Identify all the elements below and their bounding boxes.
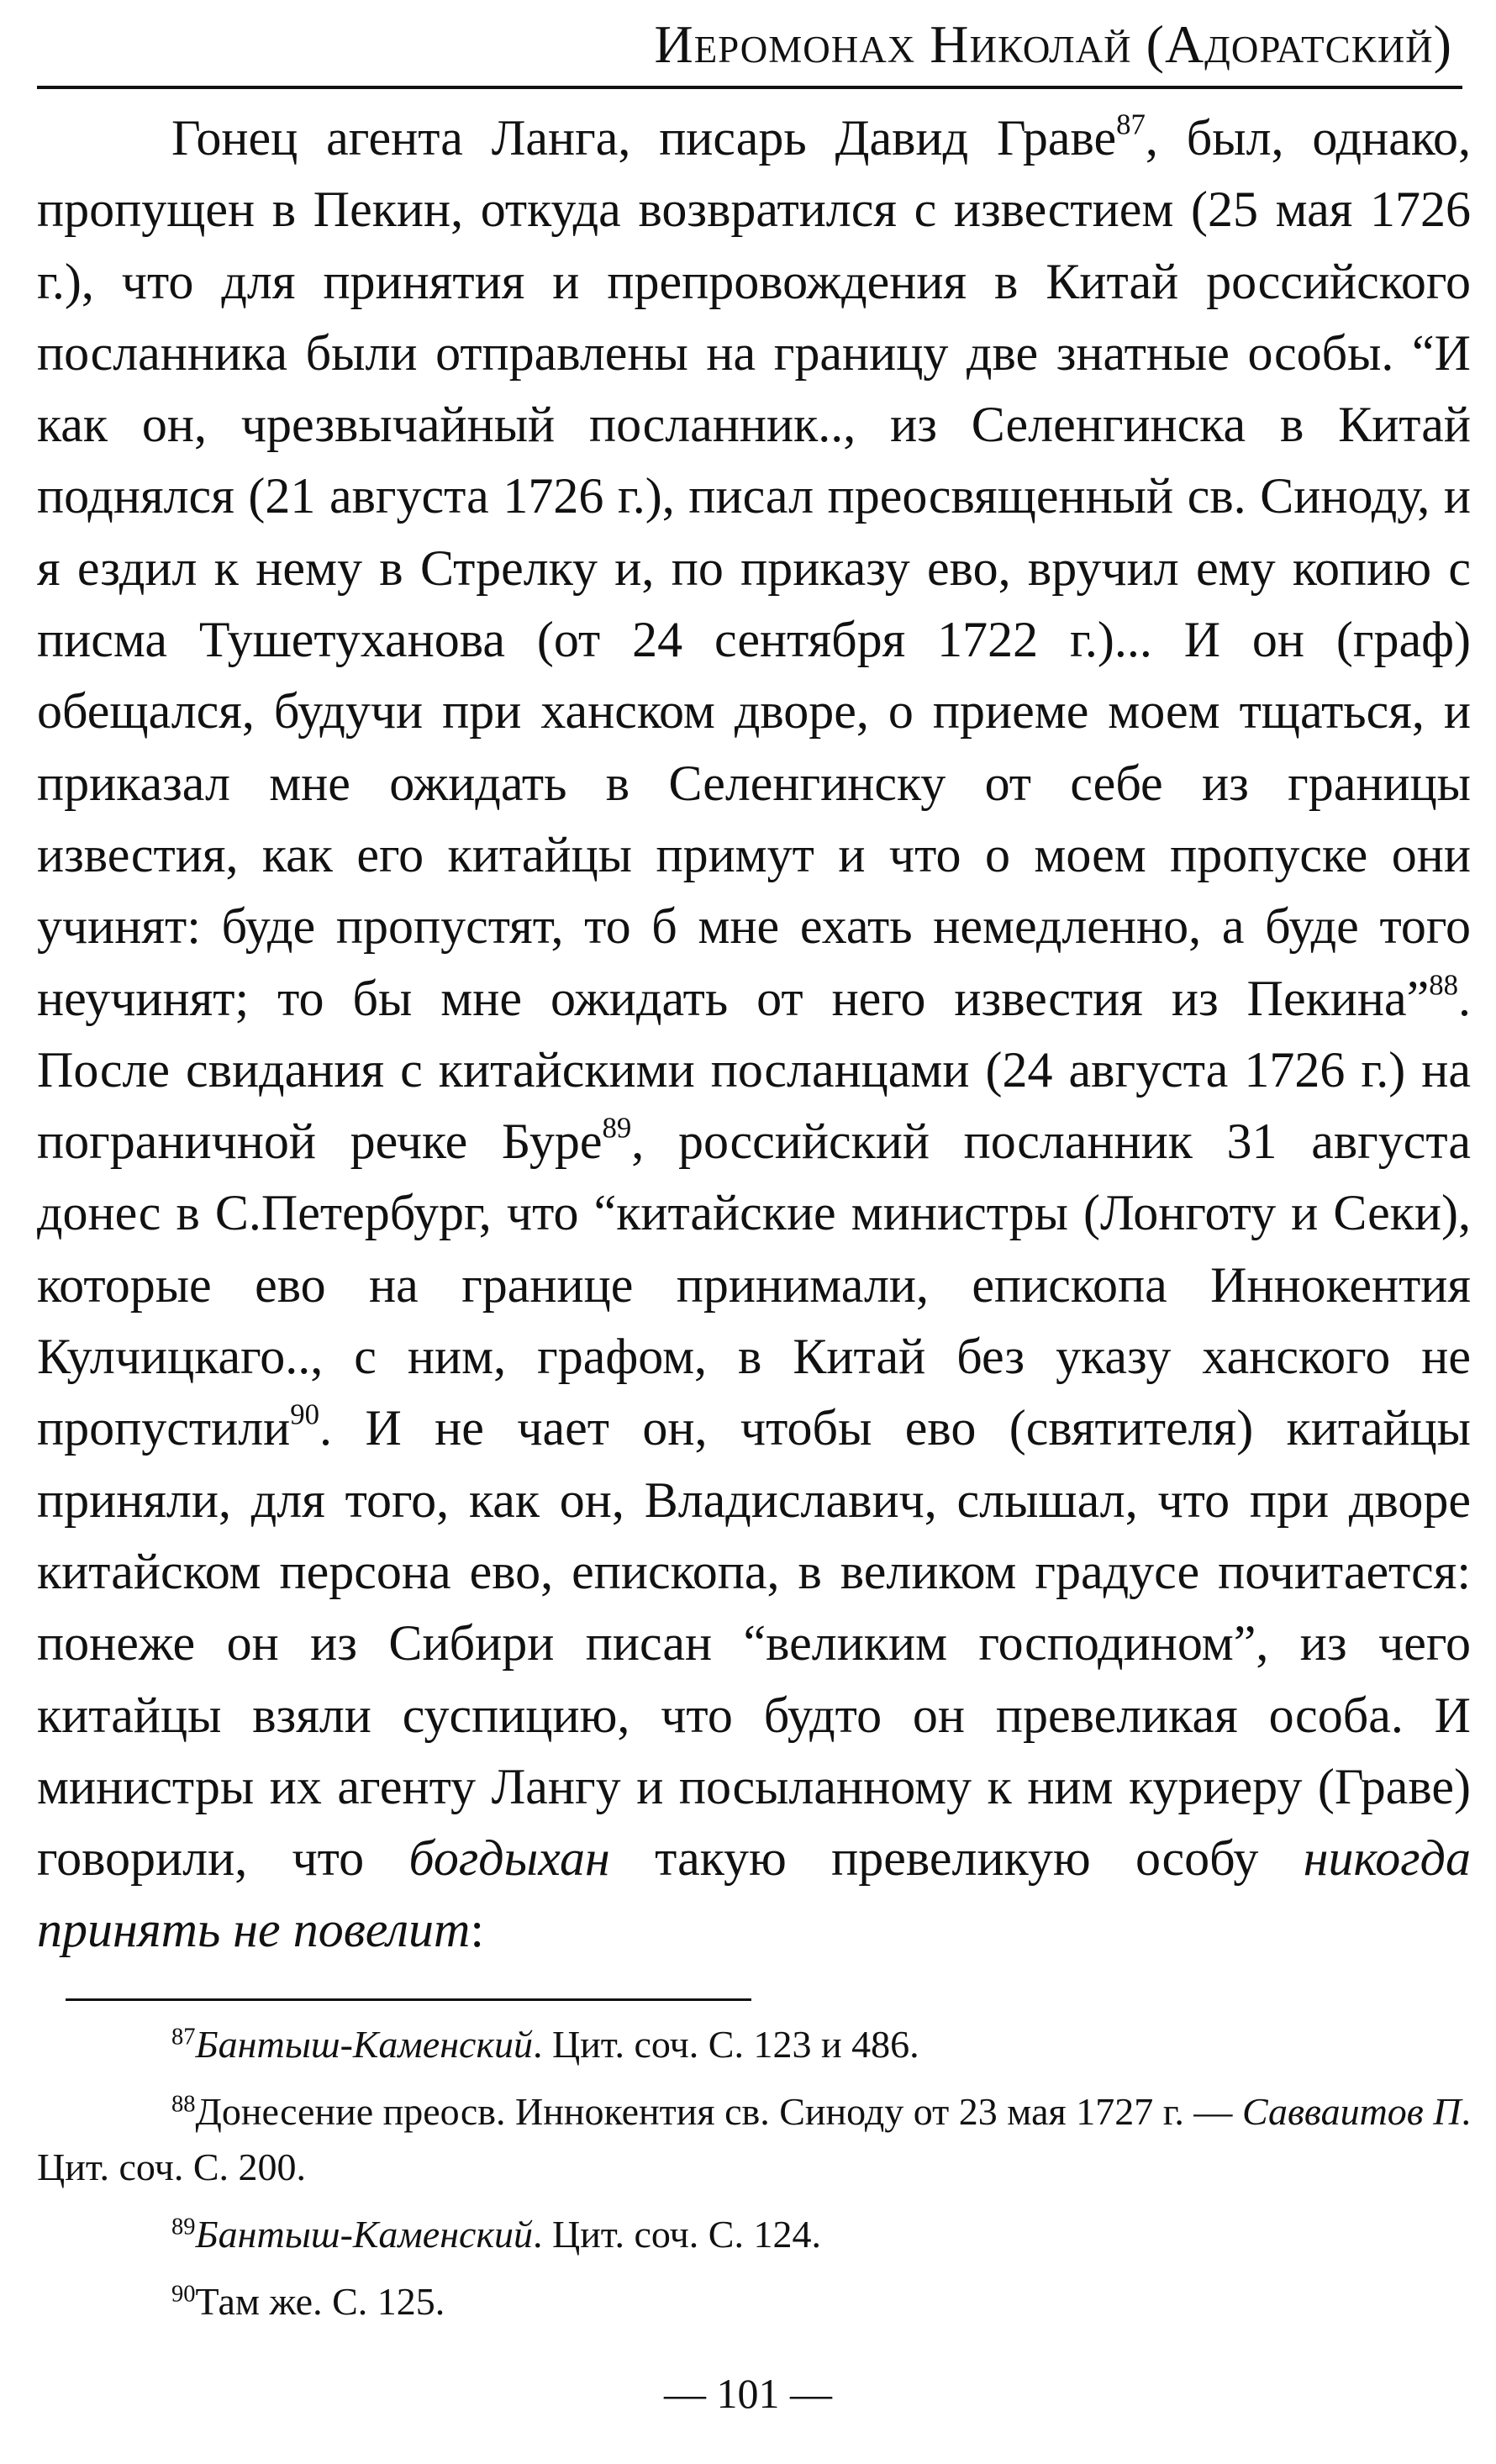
footnote-text: . Цит. соч. С. 200. [37, 2090, 1472, 2188]
text-run: Гонец агента Ланга, писарь Давид Граве [171, 110, 1117, 166]
footnotes [37, 2017, 1471, 2330]
footnote-87 [37, 2017, 1471, 2072]
footnote-reference: 89 [602, 1111, 632, 1145]
page-number: — 101 — [664, 2370, 832, 2417]
footnote-88 [37, 2084, 1471, 2195]
text-run: , российский посланник 31 августа донес в С.Петербург, что “китайские министры (Лонготу и Секи), которые ево на границе принимали, епископа Иннокентия Кулчицкаго.., с ним, графом, в Китай без указу ханского не пропустили [37, 1114, 1472, 1456]
header-rule [37, 86, 1462, 89]
text-run: . И не чает он, чтобы ево (святителя) китайцы приняли, для того, как он, Владиславич, слышал, что при дворе китайском персона ево, епископа, в великом градусе почитается: понеже он из Сибири писан “великим господином”, из чего китайцы взяли суспицию, что будто он превеликая особа. И министры их агенту Лангу и посыланному к ним куриеру (Граве) говорили, что [37, 1400, 1471, 1887]
footnote-author: Бантыш-Каменский [195, 2213, 533, 2256]
footnote-author: Бантыш-Каменский [195, 2023, 533, 2066]
running-head: Иеромонах Николай (Адоратский) [654, 14, 1452, 74]
footnote-number: 88 [171, 2091, 196, 2118]
footnote-reference: 87 [1116, 108, 1146, 141]
footnote-reference: 90 [290, 1398, 320, 1431]
footnote-text: Донесение преосв. Иннокентия св. Синоду от 23 мая 1727 г. — [195, 2090, 1242, 2133]
footnote-number: 90 [171, 2281, 196, 2308]
footnote-author: Савваитов П [1241, 2090, 1462, 2133]
footnote-text: . Цит. соч. С. 124. [532, 2213, 821, 2256]
footnote-90 [37, 2274, 1471, 2330]
italic-text: богдыхан [408, 1830, 610, 1887]
footnote-number: 89 [171, 2214, 196, 2240]
footnote-89 [37, 2207, 1471, 2262]
text-run: . После свидания с китайскими посланцами (24 августа 1726 г.) на пограничной речке Буре [37, 970, 1471, 1170]
footnote-number: 87 [171, 2024, 196, 2051]
footnote-text: . Цит. соч. С. 123 и 486. [532, 2023, 919, 2066]
text-run: : [470, 1902, 485, 1958]
italic-text: никогда принять не повелит [37, 1830, 1471, 1958]
text-run: , был, однако, пропущен в Пекин, откуда возвратился с известием (25 мая 1726 г.), что для принятия и препровождения в Китай российского посланника были отправлены на границу две знатные особы. “И как он, чрезвычайный посланник.., из Селенгинска в Китай поднялся (21 августа 1726 г.), писал преосвященный св. Синоду, и я ездил к нему в Стрелку и, по приказу ево, вручил ему копию с писма Тушетуханова (от 24 сентября 1722 г.)... И он (граф) обещался, будучи при ханском дворе, о приеме моем тщаться, и приказал мне ожидать в Селенгинску от себе из границы известия, как его китайцы примут и что о моем пропуске они учинят: буде пропустят, то б мне ехать немедленно, а буде того неучинят; то бы мне ожидать от него известия из Пекина” [37, 110, 1471, 1026]
text-run: такую превеликую особу [609, 1830, 1304, 1887]
footnote-separator [66, 1998, 751, 2001]
footnote-text: Там же. С. 125. [195, 2280, 445, 2323]
footnote-reference: 88 [1429, 968, 1458, 1002]
body-paragraph [37, 103, 1471, 1966]
main-text [37, 103, 1471, 1966]
